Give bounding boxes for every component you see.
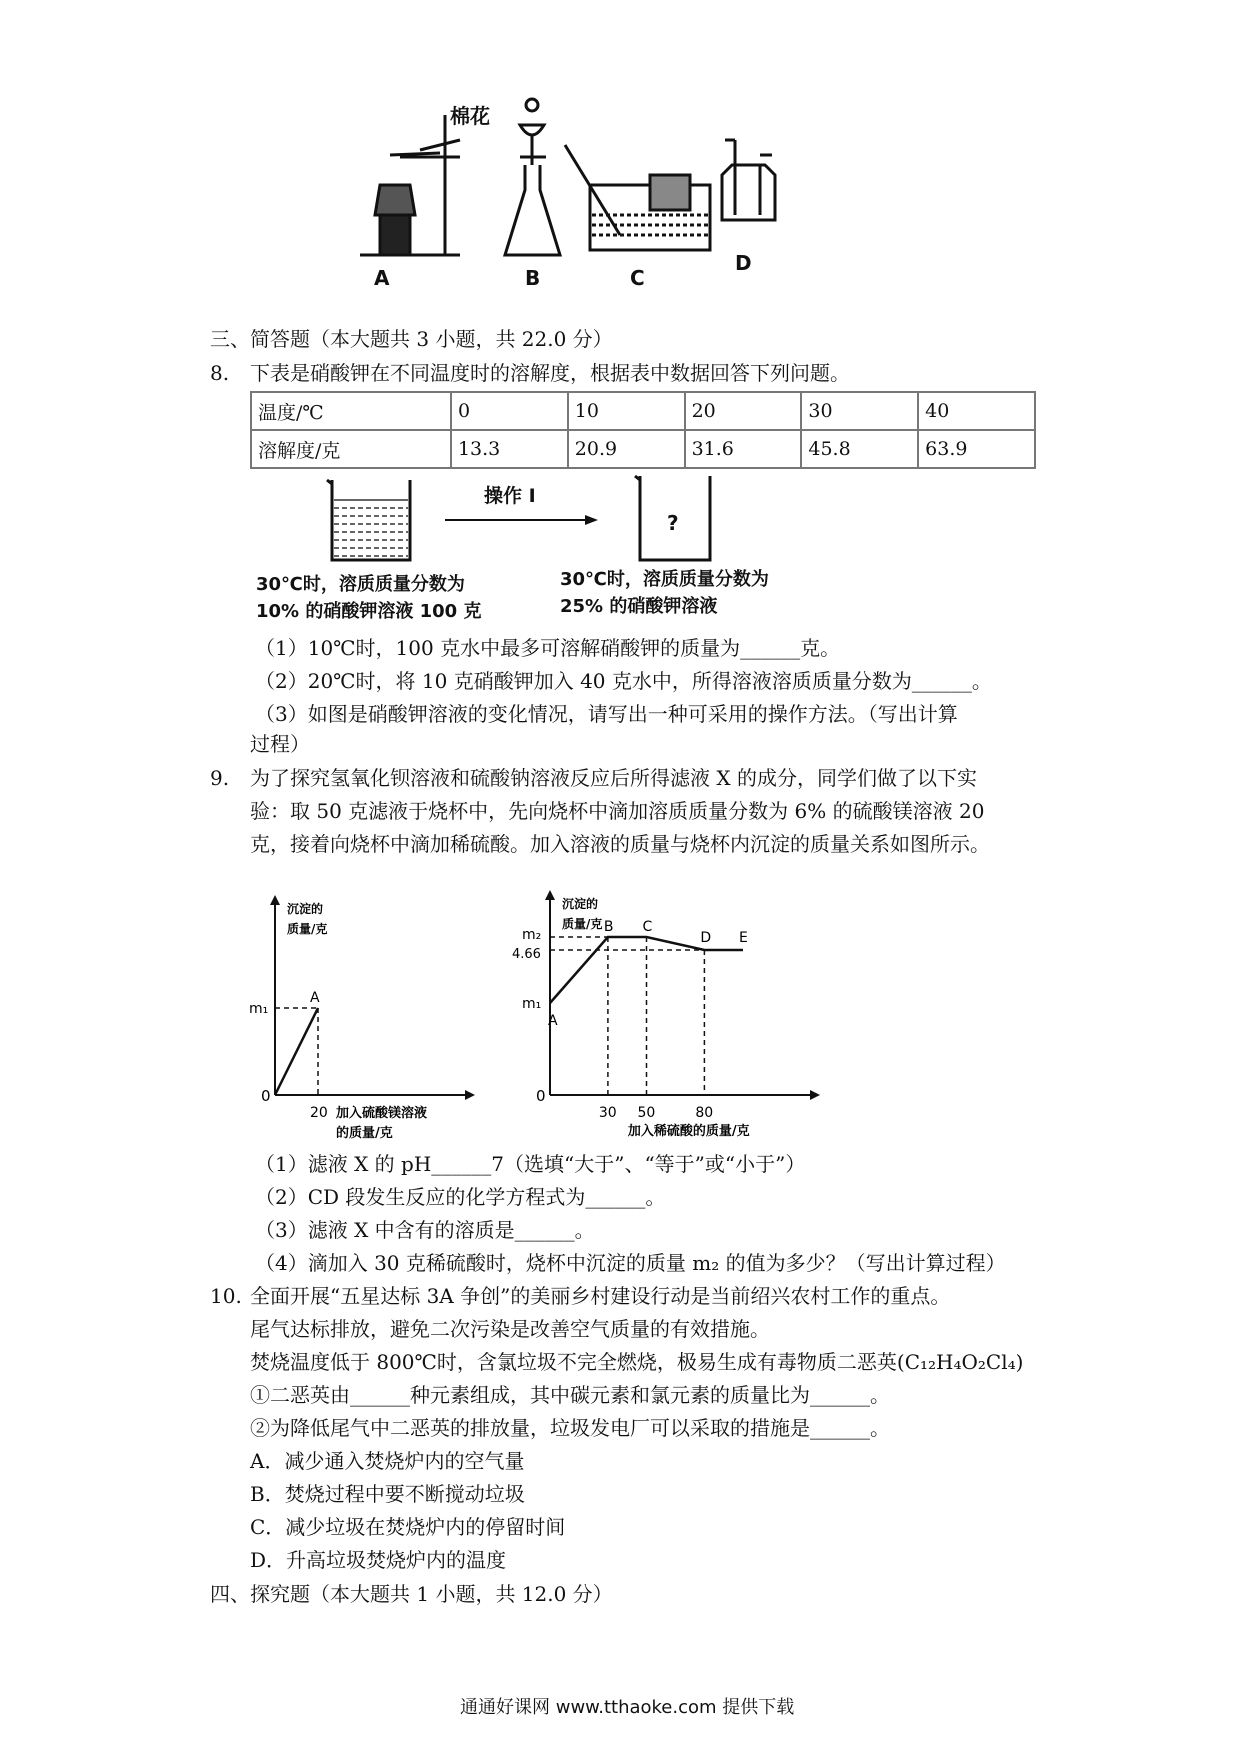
- y-axis-label: 质量/克: [562, 917, 603, 931]
- q9-sub2: （2）CD 段发生反应的化学方程式为______。: [255, 1185, 666, 1209]
- table-row: [251, 392, 1035, 430]
- x-tick-label: 50: [637, 1105, 656, 1121]
- right-caption-1: 30℃时，溶质质量分数为: [560, 569, 769, 590]
- table-cell: 40: [918, 392, 1035, 430]
- table-cell: 20.9: [568, 430, 685, 468]
- y-axis-arrow: [545, 890, 555, 900]
- table-cell: 10: [568, 392, 685, 430]
- y-tick-label: m₁: [249, 1001, 269, 1017]
- q9-stem2: 验：取 50 克滤液于烧杯中，先向烧杯中滴加溶质质量分数为 6% 的硫酸镁溶液 20: [250, 799, 985, 823]
- origin-label: 0: [536, 1087, 546, 1105]
- point-label: D: [700, 930, 712, 946]
- chart-mgso4: [249, 870, 500, 1141]
- label-d: D: [735, 251, 752, 275]
- y-axis-label: 沉淀的: [562, 897, 599, 911]
- apparatus-d: [722, 140, 775, 220]
- x-axis-label: 加入硫酸镁溶液: [336, 1106, 428, 1121]
- q8-sub2: （2）20℃时，将 10 克硝酸钾加入 40 克水中，所得溶液溶质质量分数为______。: [255, 669, 992, 693]
- x-axis-label: 的质量/克: [336, 1126, 393, 1141]
- section3-title: 三、简答题（本大题共 3 小题，共 22.0 分）: [210, 327, 613, 351]
- origin-label: 0: [261, 1087, 271, 1105]
- table-cell: 45.8: [801, 430, 918, 468]
- chart-h2so4: [510, 870, 840, 1139]
- footer-text: 通通好课网 www.tthaoke.com 提供下载: [460, 1697, 795, 1718]
- q10-line5: ②为降低尾气中二恶英的排放量，垃圾发电厂可以采取的措施是______。: [250, 1416, 890, 1440]
- label-c: C: [630, 266, 645, 290]
- q10-line3: 焚烧温度低于 800℃时，含氯垃圾不完全燃烧，极易生成有毒物质二恶英(C₁₂H₄O₂Cl₄): [250, 1350, 1024, 1374]
- q10-line2: 尾气达标排放，避免二次污染是改善空气质量的有效措施。: [250, 1317, 770, 1341]
- q9-sub1: （1）滤液 X 的 pH______7（选填“大于”、“等于”或“小于”）: [255, 1152, 806, 1176]
- section4-title: 四、探究题（本大题共 1 小题，共 12.0 分）: [210, 1582, 613, 1606]
- q10-line4: ①二恶英由______种元素组成，其中碳元素和氯元素的质量比为______。: [250, 1383, 890, 1407]
- q9-sub3: （3）滤液 X 中含有的溶质是______。: [255, 1218, 595, 1242]
- x-axis-arrow: [810, 1090, 820, 1100]
- x-axis-label: 加入稀硫酸的质量/克: [627, 1124, 750, 1139]
- x-tick-label: 30: [598, 1105, 617, 1121]
- q9-stem3: 克，接着向烧杯中滴加稀硫酸。加入溶液的质量与烧杯内沉淀的质量关系如图所示。: [250, 832, 990, 856]
- table-cell: 20: [685, 392, 802, 430]
- series-line: [275, 1008, 318, 1095]
- y-axis-label: 沉淀的: [287, 902, 324, 916]
- y-tick-label: m₂: [522, 927, 542, 943]
- table-cell: 13.3: [451, 430, 568, 468]
- q9-number: 9.: [210, 766, 230, 790]
- table-cell: 30: [801, 392, 918, 430]
- point-label: A: [548, 1013, 558, 1029]
- beaker-diagram: [250, 470, 810, 630]
- q8-number: 8.: [210, 361, 230, 385]
- y-axis-arrow: [270, 895, 280, 905]
- solubility-table: [250, 391, 1036, 469]
- label-b: B: [525, 266, 541, 290]
- q8-sub3b: 过程）: [250, 732, 310, 756]
- table-cell: 溶解度/克: [251, 430, 451, 468]
- left-caption-1: 30℃时，溶质质量分数为: [256, 574, 465, 595]
- point-label: A: [310, 990, 320, 1006]
- table-cell: 温度/℃: [251, 392, 451, 430]
- point-label: E: [739, 930, 748, 946]
- table-cell: 0: [451, 392, 568, 430]
- question-mark: ?: [667, 511, 679, 535]
- table-cell: 31.6: [685, 430, 802, 468]
- apparatus-figure: [360, 95, 880, 295]
- right-caption-2: 25% 的硝酸钾溶液: [560, 596, 718, 617]
- cotton-label: 棉花: [450, 104, 490, 128]
- apparatus-b: [505, 99, 560, 255]
- y-tick-label: 4.66: [512, 947, 541, 962]
- operation-label: 操作 I: [484, 485, 536, 507]
- q8-sub1: （1）10℃时，100 克水中最多可溶解硝酸钾的质量为______克。: [255, 636, 841, 660]
- table-cell: 63.9: [918, 430, 1035, 468]
- x-axis-arrow: [465, 1090, 475, 1100]
- label-a: A: [374, 266, 390, 290]
- q10-option-a: A．减少通入焚烧炉内的空气量: [250, 1449, 525, 1473]
- q10-option-b: B．焚烧过程中要不断搅动垃圾: [250, 1482, 525, 1506]
- q10-option-d: D．升高垃圾焚烧炉内的温度: [250, 1548, 507, 1572]
- q9-stem1: 为了探究氢氧化钡溶液和硫酸钠溶液反应后所得滤液 X 的成分，同学们做了以下实: [250, 766, 977, 790]
- point-label: B: [603, 919, 614, 935]
- apparatus-c: [565, 145, 710, 250]
- x-tick-label: 80: [695, 1105, 714, 1121]
- q8-sub3a: （3）如图是硝酸钾溶液的变化情况，请写出一种可采用的操作方法。（写出计算: [255, 702, 958, 726]
- table-row: [251, 430, 1035, 468]
- q10-option-c: C．减少垃圾在焚烧炉内的停留时间: [250, 1515, 566, 1539]
- q9-sub4: （4）滴加入 30 克稀硫酸时，烧杯中沉淀的质量 m₂ 的值为多少？（写出计算过程）: [255, 1251, 1006, 1275]
- left-caption-2: 10% 的硝酸钾溶液 100 克: [256, 601, 482, 622]
- q10-line1: 全面开展“五星达标 3A 争创”的美丽乡村建设行动是当前绍兴农村工作的重点。: [250, 1284, 951, 1308]
- y-tick-label: m₁: [522, 996, 542, 1012]
- q10-number: 10.: [210, 1284, 242, 1308]
- q8-stem: 下表是硝酸钾在不同温度时的溶解度，根据表中数据回答下列问题。: [250, 361, 850, 385]
- y-axis-label: 质量/克: [287, 922, 328, 936]
- point-label: C: [642, 919, 653, 935]
- x-tick-label: 20: [310, 1105, 328, 1121]
- apparatus-a: [360, 115, 460, 255]
